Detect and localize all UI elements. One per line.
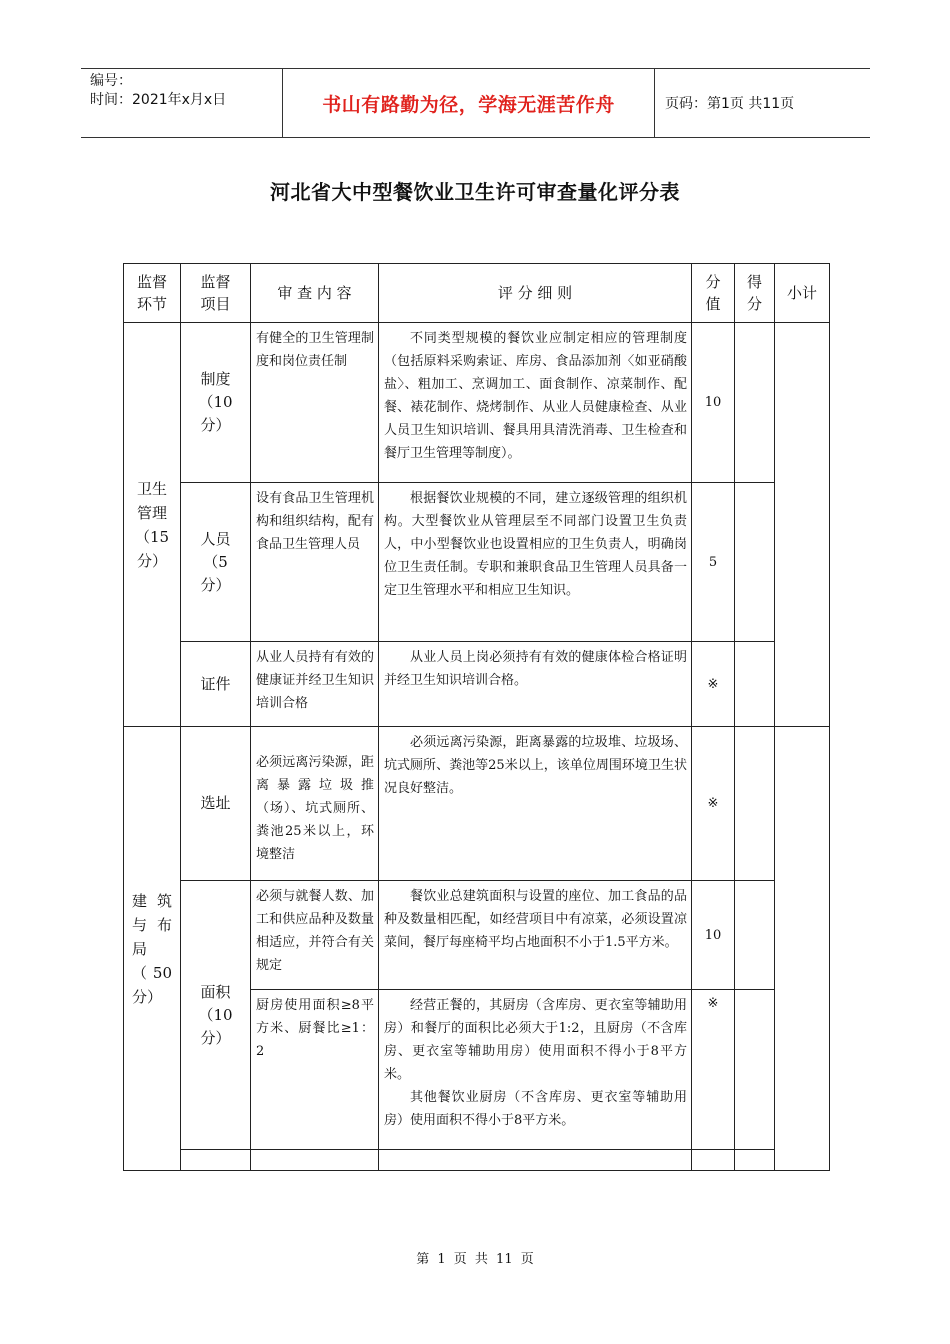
rule-cell: 餐饮业总建筑面积与设置的座位、加工食品的品种及数量相匹配，如经营项目中有凉菜，必须设置凉菜间，餐厅每座椅平均占地面积不小于1.5平方米。 — [379, 881, 692, 990]
page-footer: 第 1 页 共 11 页 — [416, 1252, 534, 1267]
header-got: 得分 — [735, 264, 775, 323]
table-row — [124, 727, 830, 881]
header-item: 监督项目 — [181, 264, 251, 323]
number-label: 编号： — [90, 73, 132, 89]
got-cell — [735, 483, 775, 642]
empty-cell — [379, 1150, 692, 1171]
content-cell: 从业人员持有有效的健康证并经卫生知识培训合格 — [251, 642, 379, 727]
document-header — [81, 68, 870, 138]
got-cell — [735, 323, 775, 483]
slogan: 书山有路勤为径，学海无涯苦作舟 — [283, 69, 655, 137]
header-meta — [81, 69, 283, 137]
content-cell: 厨房使用面积≥8平方米、厨餐比≥1：2 — [251, 990, 379, 1150]
got-cell — [735, 727, 775, 881]
content-cell: 有健全的卫生管理制度和岗位责任制 — [251, 323, 379, 483]
empty-cell — [181, 1150, 251, 1171]
rule-cell: 经营正餐的，其厨房（含库房、更衣室等辅助用房）和餐厅的面积比必须大于1:2，且厨房（不含库房、更衣室等辅助用房）使用面积不得小于8平方米。 其他餐饮业厨房（不含库房、更衣室等辅助用房）使用面积不得小于8平方米。 — [379, 990, 692, 1150]
score-cell: 5 — [692, 483, 735, 642]
item-cell: 面积（10分） — [181, 881, 251, 1150]
rule-cell: 不同类型规模的餐饮业应制定相应的管理制度（包括原料采购索证、库房、食品添加剂〈如亚硝酸盐〉、粗加工、烹调加工、面食制作、凉菜制作、配餐、裱花制作、烧烤制作、从业人员健康检查、从业人员卫生知识培训、餐具用具清洗消毒、卫生检查和餐厅卫生管理等制度）。 — [379, 323, 692, 483]
score-table — [123, 263, 830, 1171]
table-row — [124, 483, 830, 642]
header-section: 监督环节 — [124, 264, 181, 323]
content-cell: 必须与就餐人数、加工和供应品种及数量相适应，并符合有关规定 — [251, 881, 379, 990]
content-cell: 必须远离污染源，距离暴露垃圾推（场）、坑式厕所、粪池25米以上，环境整洁 — [251, 727, 379, 881]
content-cell: 设有食品卫生管理机构和组织结构，配有食品卫生管理人员 — [251, 483, 379, 642]
page-label: 页码：第1页 共11页 — [665, 96, 795, 112]
item-cell: 选址 — [181, 727, 251, 881]
empty-cell — [692, 1150, 735, 1171]
empty-cell — [735, 1150, 775, 1171]
score-cell: ※ — [692, 642, 735, 727]
table-row — [124, 323, 830, 483]
table-header-row — [124, 264, 830, 323]
empty-cell — [251, 1150, 379, 1171]
table-row-empty — [124, 1150, 830, 1171]
got-cell — [735, 642, 775, 727]
score-cell: 10 — [692, 323, 735, 483]
header-score: 分值 — [692, 264, 735, 323]
got-cell — [735, 990, 775, 1150]
page-title: 河北省大中型餐饮业卫生许可审查量化评分表 — [270, 180, 680, 204]
got-cell — [735, 881, 775, 990]
item-cell: 制度（10分） — [181, 323, 251, 483]
item-cell: 证件 — [181, 642, 251, 727]
score-cell: 10 — [692, 881, 735, 990]
rule-cell: 根据餐饮业规模的不同，建立逐级管理的组织机构。大型餐饮业从管理层至不同部门设置卫生负责人，中小型餐饮业也设置相应的卫生负责人，明确岗位卫生责任制。专职和兼职食品卫生管理人员具备一定卫生管理水平和相应卫生知识。 — [379, 483, 692, 642]
score-cell: ※ — [692, 990, 735, 1150]
table-row — [124, 642, 830, 727]
section-hygiene: 卫生管理（15分） — [124, 323, 181, 727]
date-label: 时间：2021年x月x日 — [90, 92, 227, 108]
table-row — [124, 881, 830, 990]
rule-cell: 必须远离污染源，距离暴露的垃圾堆、垃圾场、坑式厕所、粪池等25米以上，该单位周围环境卫生状况良好整洁。 — [379, 727, 692, 881]
header-rule: 评 分 细 则 — [379, 264, 692, 323]
subtotal-cell — [775, 323, 830, 727]
score-cell: ※ — [692, 727, 735, 881]
rule-cell: 从业人员上岗必须持有有效的健康体检合格证明并经卫生知识培训合格。 — [379, 642, 692, 727]
header-subtotal: 小计 — [775, 264, 830, 323]
subtotal-cell — [775, 727, 830, 1171]
item-cell: 人员（5分） — [181, 483, 251, 642]
header-content: 审 查 内 容 — [251, 264, 379, 323]
section-building: 建 筑 与 布 局 （50 分） — [124, 727, 181, 1171]
